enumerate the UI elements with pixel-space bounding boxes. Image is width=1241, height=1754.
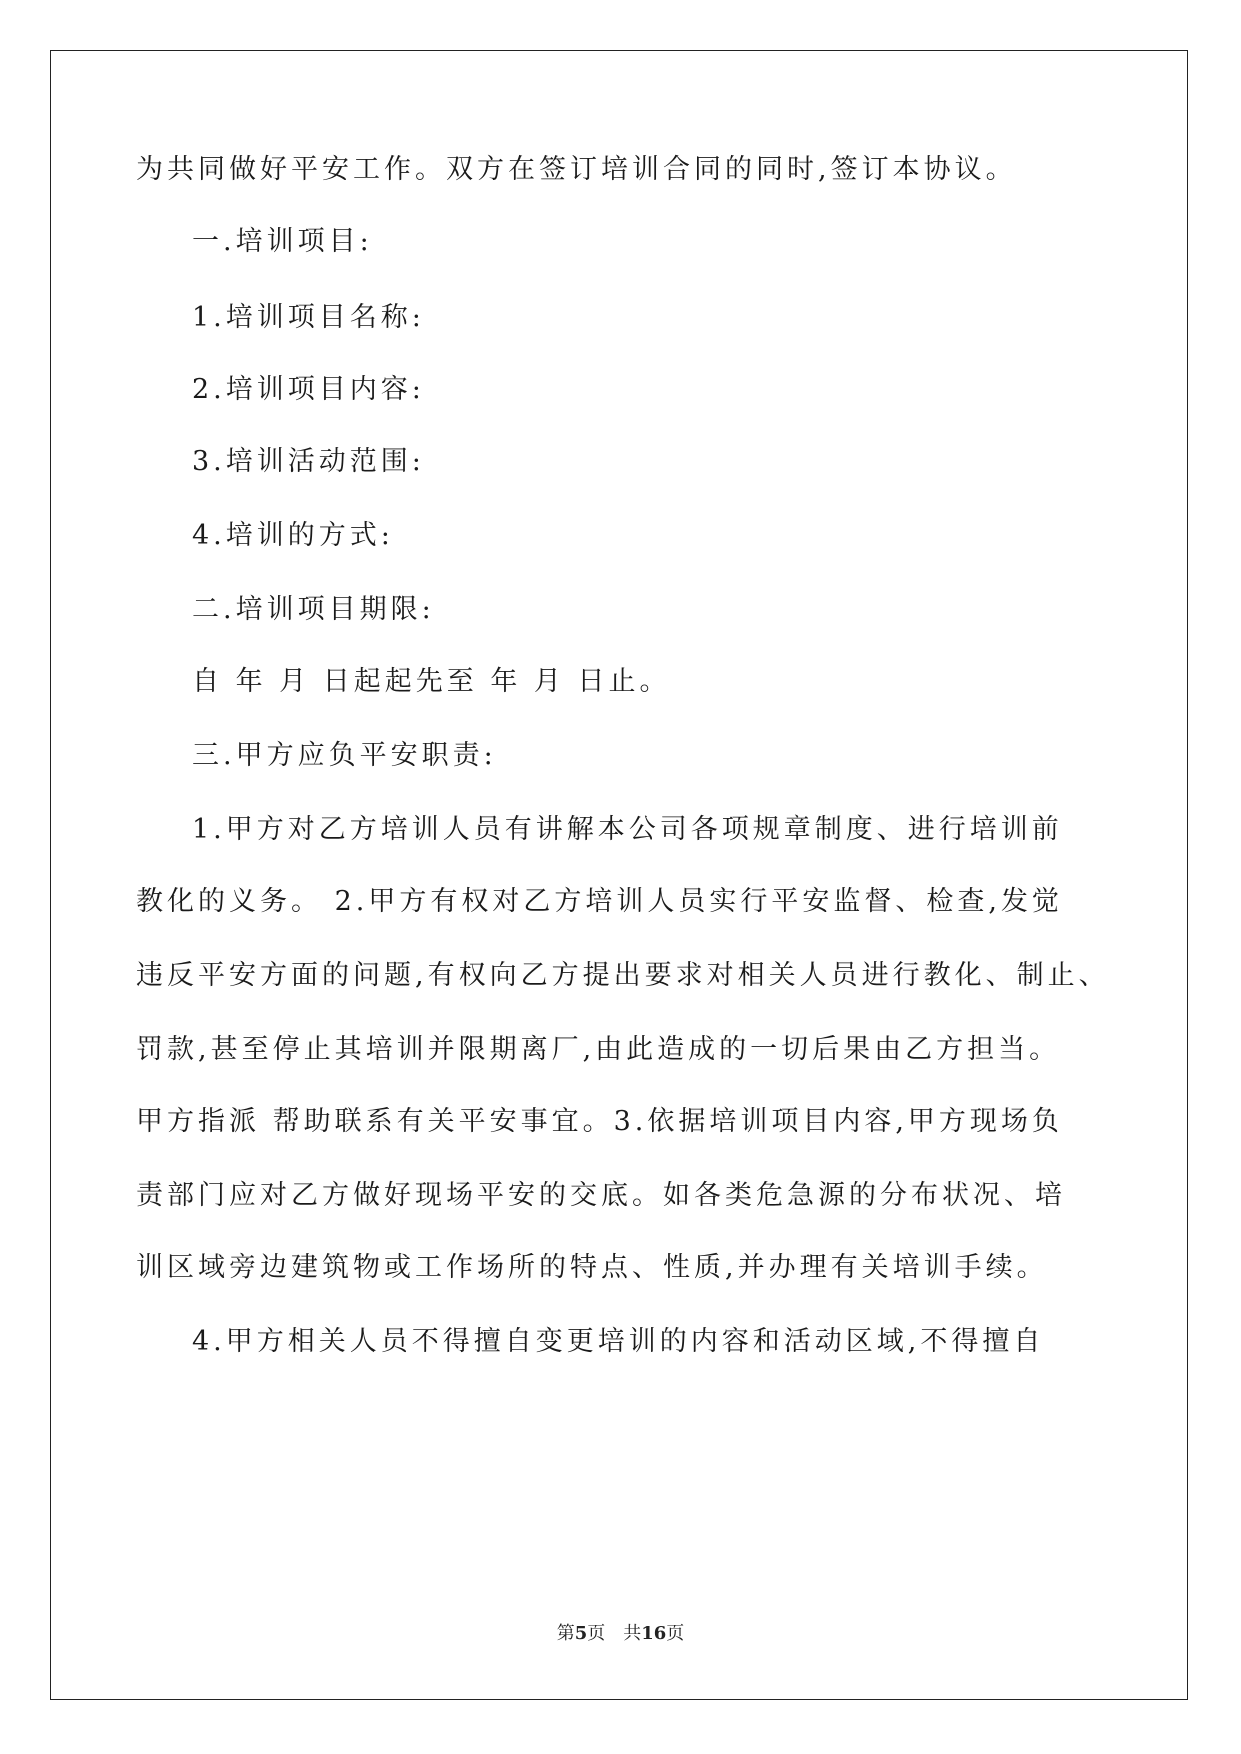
paragraph-line: 4.甲方相关人员不得擅自变更培训的内容和活动区域,不得擅自 [192, 1326, 1045, 1357]
paragraph-line: 训区域旁边建筑物或工作场所的特点、性质,并办理有关培训手续。 [136, 1252, 1048, 1283]
list-item: 2.培训项目内容: [192, 374, 425, 405]
total-pages: 16 [641, 1623, 667, 1644]
total-prefix: 共 [623, 1623, 642, 1644]
paragraph-line: 1.甲方对乙方培训人员有讲解本公司各项规章制度、进行培训前 [192, 814, 1063, 845]
page-suffix: 页 [587, 1623, 606, 1644]
paragraph-line: 为共同做好平安工作。双方在签订培训合同的同时,签订本协议。 [136, 154, 1017, 185]
section-heading: 一.培训项目: [192, 226, 373, 257]
section-heading: 三.甲方应负平安职责: [192, 740, 497, 771]
paragraph-line: 违反平安方面的问题,有权向乙方提出要求对相关人员进行教化、制止、 [136, 960, 1110, 991]
list-item: 3.培训活动范围: [192, 446, 425, 477]
list-item: 4.培训的方式: [192, 520, 394, 551]
paragraph-line: 甲方指派 帮助联系有关平安事宜。3.依据培训项目内容,甲方现场负 [136, 1106, 1063, 1137]
paragraph-line: 责部门应对乙方做好现场平安的交底。如各类危急源的分布状况、培 [136, 1180, 1066, 1211]
page-prefix: 第 [556, 1623, 575, 1644]
paragraph-line: 自 年 月 日起起先至 年 月 日止。 [192, 666, 671, 697]
paragraph-line: 罚款,甚至停止其培训并限期离厂,由此造成的一切后果由乙方担当。 [136, 1034, 1061, 1065]
page-footer [0, 1622, 1241, 1646]
total-suffix: 页 [666, 1623, 685, 1644]
section-heading: 二.培训项目期限: [192, 594, 435, 625]
list-item: 1.培训项目名称: [192, 302, 425, 333]
page-number: 5 [574, 1623, 588, 1644]
paragraph-line: 教化的义务。 2.甲方有权对乙方培训人员实行平安监督、检查,发觉 [136, 886, 1063, 917]
